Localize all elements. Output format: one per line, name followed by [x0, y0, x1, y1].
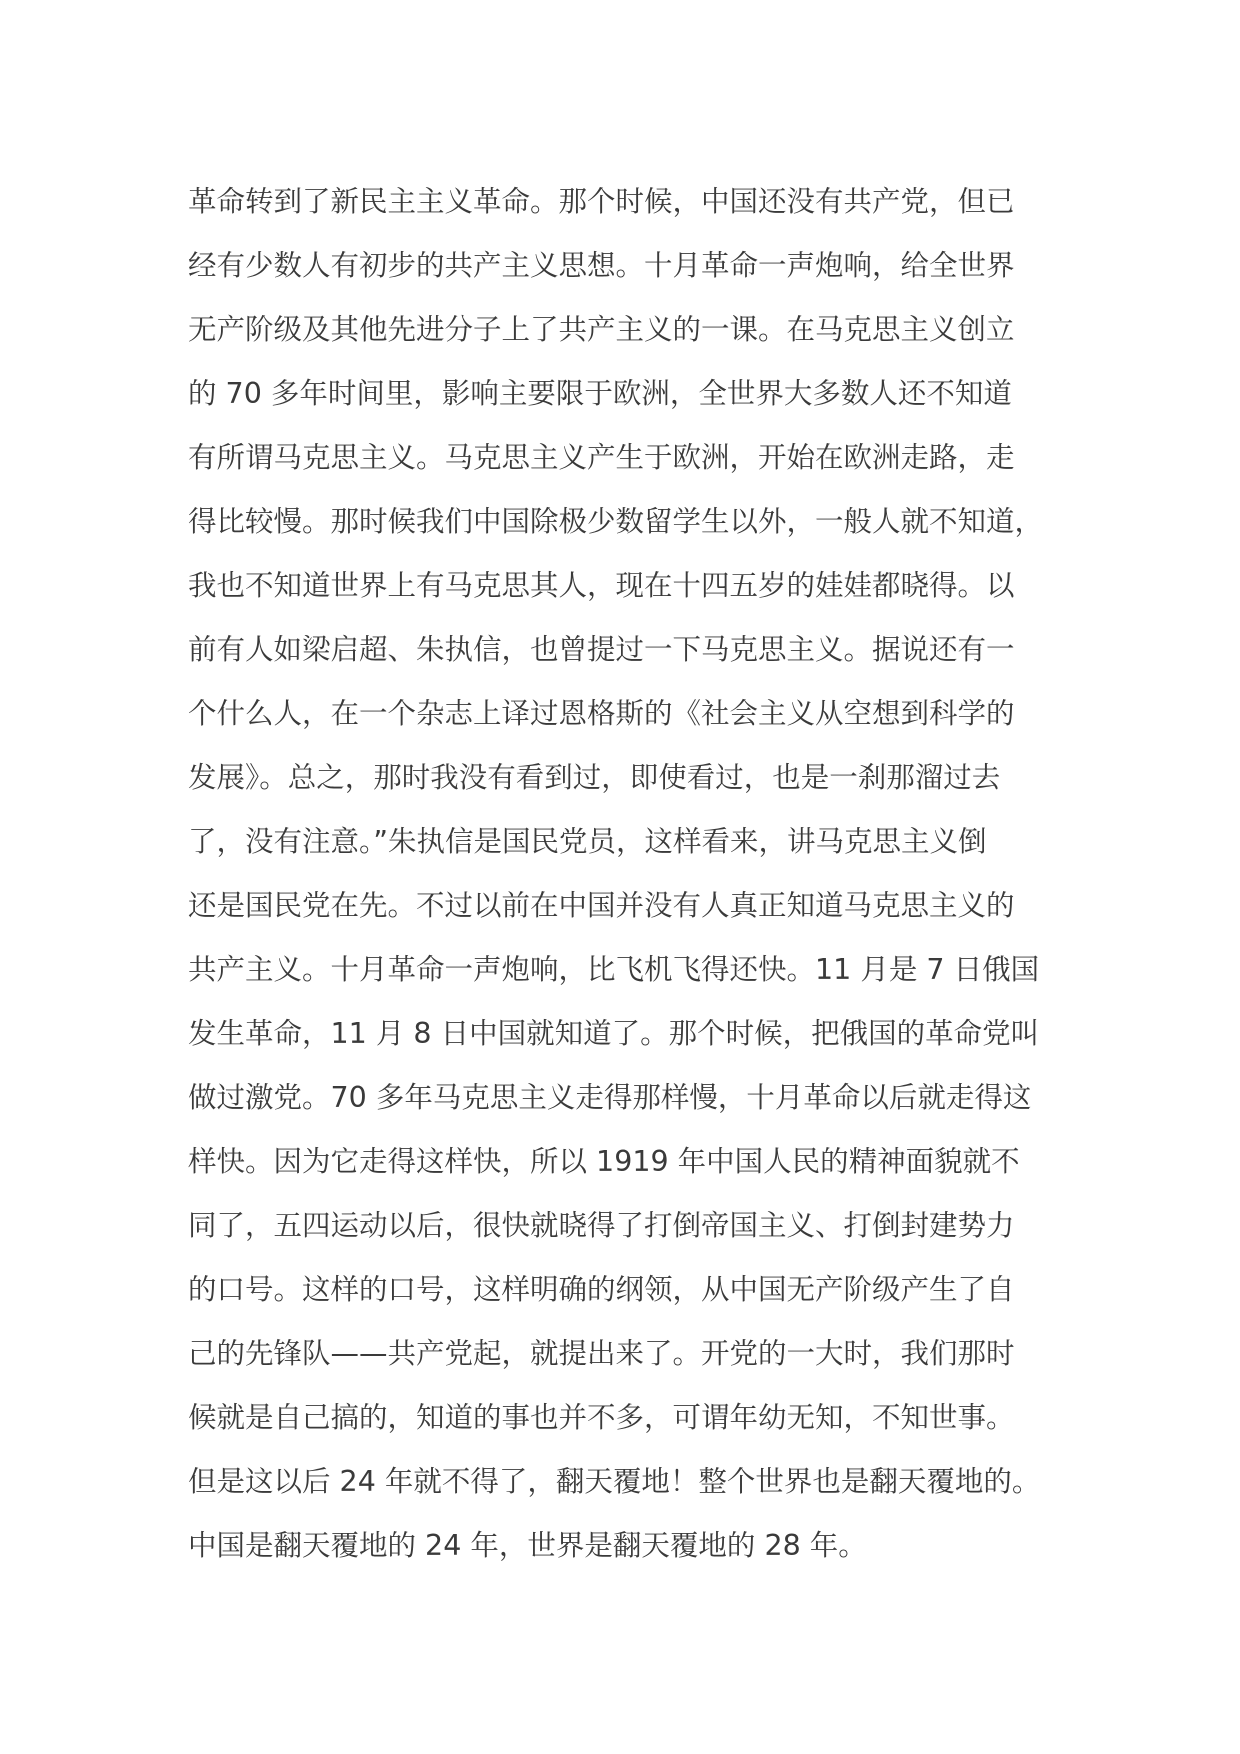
text-line: 的口号。这样的口号，这样明确的纲领，从中国无产阶级产生了自: [188, 1273, 1015, 1306]
text-line: 还是国民党在先。不过以前在中国并没有人真正知道马克思主义的: [188, 889, 1015, 922]
text-line: 中国是翻天覆地的 24 年，世界是翻天覆地的 28 年。: [188, 1529, 867, 1562]
text-line: 了，没有注意。”朱执信是国民党员，这样看来，讲马克思主义倒: [188, 825, 987, 858]
text-line: 共产主义。十月革命一声炮响，比飞机飞得还快。11 月是 7 日俄国: [188, 953, 1040, 986]
text-line: 我也不知道世界上有马克思其人，现在十四五岁的娃娃都晓得。以: [188, 569, 1015, 602]
text-line: 无产阶级及其他先进分子上了共产主义的一课。在马克思主义创立: [188, 313, 1015, 346]
text-line: 得比较慢。那时候我们中国除极少数留学生以外，一般人就不知道，: [188, 505, 1044, 538]
text-line: 革命转到了新民主主义革命。那个时候，中国还没有共产党，但已: [188, 185, 1015, 218]
text-line: 己的先锋队——共产党起，就提出来了。开党的一大时，我们那时: [188, 1337, 1015, 1370]
text-line: 发展》。总之，那时我没有看到过，即使看过，也是一刹那溜过去: [188, 761, 1001, 794]
text-line: 发生革命，11 月 8 日中国就知道了。那个时候，把俄国的革命党叫: [188, 1017, 1040, 1050]
text-line: 前有人如梁启超、朱执信，也曾提过一下马克思主义。据说还有一: [188, 633, 1015, 666]
text-line: 有所谓马克思主义。马克思主义产生于欧洲，开始在欧洲走路，走: [188, 441, 1015, 474]
text-line: 样快。因为它走得这样快，所以 1919 年中国人民的精神面貌就不: [188, 1145, 1020, 1178]
body-text: [188, 170, 1088, 1578]
text-line: 经有少数人有初步的共产主义思想。十月革命一声炮响，给全世界: [188, 249, 1015, 282]
text-line: 同了，五四运动以后，很快就晓得了打倒帝国主义、打倒封建势力: [188, 1209, 1015, 1242]
text-line: 候就是自己搞的，知道的事也并不多，可谓年幼无知，不知世事。: [188, 1401, 1015, 1434]
text-line: 个什么人，在一个杂志上译过恩格斯的《社会主义从空想到科学的: [188, 697, 1015, 730]
text-line: 做过激党。70 多年马克思主义走得那样慢，十月革命以后就走得这: [188, 1081, 1032, 1114]
text-line: 但是这以后 24 年就不得了，翻天覆地！整个世界也是翻天覆地的。: [188, 1465, 1041, 1498]
text-line: 的 70 多年时间里，影响主要限于欧洲，全世界大多数人还不知道: [188, 377, 1012, 410]
